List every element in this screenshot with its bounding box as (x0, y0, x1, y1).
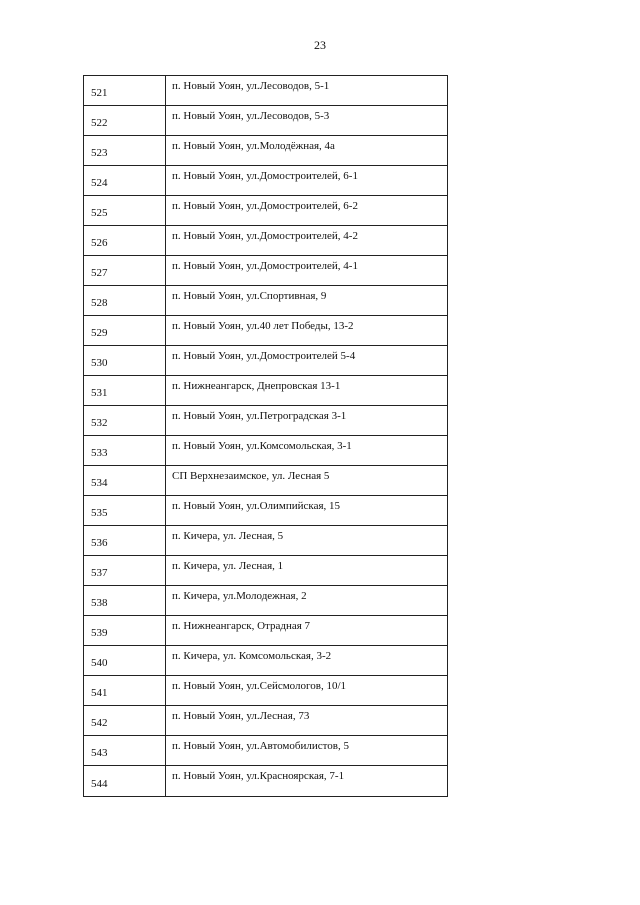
row-number-cell: 522 (84, 106, 166, 136)
address-cell: п. Новый Уоян, ул.40 лет Победы, 13-2 (166, 316, 448, 346)
address-cell: п. Новый Уоян, ул.Молодёжная, 4а (166, 136, 448, 166)
address-cell: п. Новый Уоян, ул.Лесная, 73 (166, 706, 448, 736)
address-cell: п. Кичера, ул. Лесная, 5 (166, 526, 448, 556)
table-row (84, 496, 448, 526)
address-cell: п. Нижнеангарск, Днепровская 13-1 (166, 376, 448, 406)
row-number-cell: 521 (84, 76, 166, 106)
row-number-cell: 523 (84, 136, 166, 166)
row-number-cell: 543 (84, 736, 166, 766)
table-row (84, 766, 448, 797)
table-row (84, 676, 448, 706)
row-number-cell: 525 (84, 196, 166, 226)
address-table (83, 75, 448, 797)
table-row (84, 706, 448, 736)
address-table-body (84, 76, 448, 797)
row-number-cell: 530 (84, 346, 166, 376)
address-cell: п. Новый Уоян, ул.Красноярская, 7-1 (166, 766, 448, 797)
row-number-cell: 537 (84, 556, 166, 586)
address-cell: п. Новый Уоян, ул.Комсомольская, 3-1 (166, 436, 448, 466)
address-cell: п. Новый Уоян, ул.Петроградская 3-1 (166, 406, 448, 436)
row-number-cell: 540 (84, 646, 166, 676)
row-number-cell: 531 (84, 376, 166, 406)
row-number-cell: 533 (84, 436, 166, 466)
row-number-cell: 539 (84, 616, 166, 646)
address-cell: п. Кичера, ул.Молодежная, 2 (166, 586, 448, 616)
table-row (84, 646, 448, 676)
row-number-cell: 542 (84, 706, 166, 736)
address-cell: п. Новый Уоян, ул.Олимпийская, 15 (166, 496, 448, 526)
address-cell: п. Кичера, ул. Комсомольская, 3-2 (166, 646, 448, 676)
row-number-cell: 541 (84, 676, 166, 706)
address-cell: п. Новый Уоян, ул.Домостроителей, 6-2 (166, 196, 448, 226)
address-cell: п. Нижнеангарск, Отрадная 7 (166, 616, 448, 646)
table-row (84, 586, 448, 616)
table-row (84, 256, 448, 286)
address-cell: п. Новый Уоян, ул.Лесоводов, 5-3 (166, 106, 448, 136)
row-number-cell: 535 (84, 496, 166, 526)
table-row (84, 106, 448, 136)
address-cell: СП Верхнезаимское, ул. Лесная 5 (166, 466, 448, 496)
table-row (84, 166, 448, 196)
address-cell: п. Новый Уоян, ул.Спортивная, 9 (166, 286, 448, 316)
address-cell: п. Новый Уоян, ул.Домостроителей 5-4 (166, 346, 448, 376)
table-row (84, 616, 448, 646)
table-row (84, 436, 448, 466)
row-number-cell: 527 (84, 256, 166, 286)
address-cell: п. Кичера, ул. Лесная, 1 (166, 556, 448, 586)
table-row (84, 226, 448, 256)
table-row (84, 136, 448, 166)
page-number: 23 (314, 38, 326, 52)
table-row (84, 346, 448, 376)
address-cell: п. Новый Уоян, ул.Автомобилистов, 5 (166, 736, 448, 766)
row-number-cell: 529 (84, 316, 166, 346)
table-row (84, 556, 448, 586)
table-row (84, 196, 448, 226)
table-row (84, 376, 448, 406)
address-cell: п. Новый Уоян, ул.Домостроителей, 4-2 (166, 226, 448, 256)
address-cell: п. Новый Уоян, ул.Домостроителей, 4-1 (166, 256, 448, 286)
address-cell: п. Новый Уоян, ул.Лесоводов, 5-1 (166, 76, 448, 106)
row-number-cell: 528 (84, 286, 166, 316)
row-number-cell: 538 (84, 586, 166, 616)
table-row (84, 526, 448, 556)
row-number-cell: 526 (84, 226, 166, 256)
table-row (84, 406, 448, 436)
row-number-cell: 536 (84, 526, 166, 556)
row-number-cell: 544 (84, 766, 166, 797)
table-row (84, 286, 448, 316)
table-row (84, 466, 448, 496)
table-row (84, 76, 448, 106)
table-row (84, 316, 448, 346)
row-number-cell: 534 (84, 466, 166, 496)
row-number-cell: 532 (84, 406, 166, 436)
row-number-cell: 524 (84, 166, 166, 196)
table-row (84, 736, 448, 766)
address-cell: п. Новый Уоян, ул.Домостроителей, 6-1 (166, 166, 448, 196)
address-cell: п. Новый Уоян, ул.Сейсмологов, 10/1 (166, 676, 448, 706)
